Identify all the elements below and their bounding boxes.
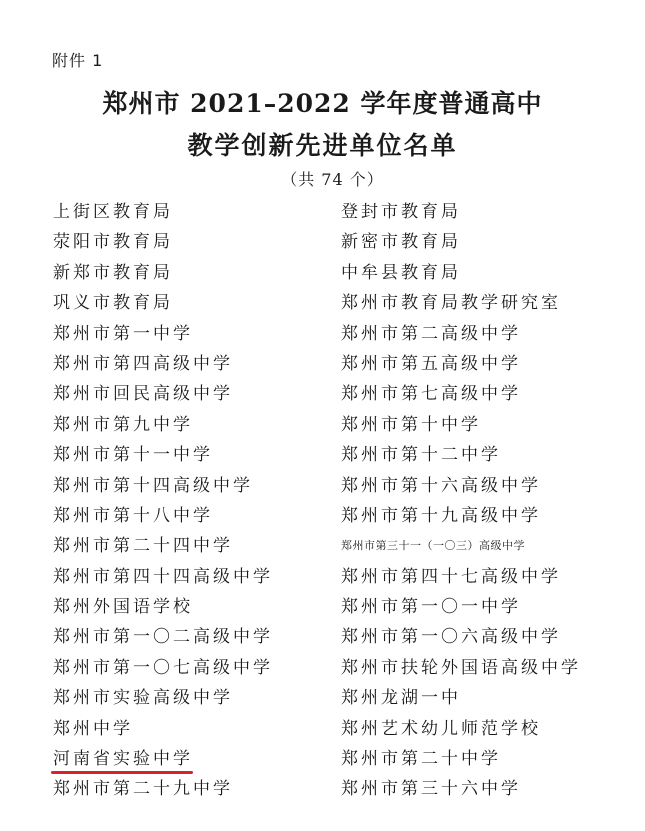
list-item: 郑州市第一〇六高级中学 (341, 627, 561, 648)
total-count: （共 74 个） (281, 170, 384, 189)
list-item: 郑州龙湖一中 (341, 688, 461, 709)
list-item: 郑州中学 (53, 718, 133, 739)
attachment-label: 附件 1 (52, 51, 104, 70)
list-item: 上街区教育局 (53, 202, 173, 222)
list-item: 郑州艺术幼儿师范学校 (341, 718, 541, 739)
list-item: 郑州市第七高级中学 (341, 384, 521, 405)
list-item: 郑州市扶轮外国语高级中学 (341, 657, 581, 678)
list-item: 郑州市第二十九中学 (53, 779, 233, 800)
list-item: 郑州市第一〇七高级中学 (53, 657, 273, 678)
list-item: 郑州市教育局教学研究室 (341, 293, 561, 314)
list-item: 郑州市第二十四中学 (53, 536, 233, 557)
list-item: 中牟县教育局 (341, 262, 461, 283)
list-item: 郑州市第十一中学 (53, 445, 213, 466)
list-item: 郑州市第九中学 (53, 414, 193, 435)
list-item: 巩义市教育局 (53, 293, 173, 314)
list-item: 郑州市第一〇二高级中学 (53, 627, 273, 648)
list-item: 荥阳市教育局 (53, 232, 173, 253)
list-item: 郑州市第四高级中学 (53, 353, 233, 374)
list-item: 郑州市第三十六中学 (341, 779, 521, 800)
list-item: 登封市教育局 (341, 202, 461, 222)
list-item: 郑州市第四十七高级中学 (341, 566, 561, 587)
list-item: 新密市教育局 (341, 232, 461, 253)
list-item: 郑州外国语学校 (53, 597, 193, 618)
left-column-list (53, 197, 273, 805)
list-item-highlighted (53, 744, 273, 774)
list-item: 郑州市回民高级中学 (53, 384, 233, 405)
list-item: 郑州市第十四高级中学 (53, 475, 253, 496)
list-item: 郑州市第十中学 (341, 414, 481, 435)
list-item: 郑州市第十八中学 (53, 505, 213, 526)
list-item: 郑州市第一中学 (53, 323, 193, 344)
list-item: 郑州市第三十一（一〇三）高级中学 (341, 539, 525, 553)
list-item: 郑州市实验高级中学 (53, 688, 233, 709)
document-title-line-1: 郑州市 2021–2022 学年度普通高中 (102, 89, 543, 118)
highlight-underline: 河南省实验中学 (53, 749, 193, 770)
list-item: 郑州市第十九高级中学 (341, 505, 541, 526)
list-item: 郑州市第二十中学 (341, 749, 501, 770)
document-title-line-2: 教学创新先进单位名单 (187, 131, 458, 160)
list-item: 新郑市教育局 (53, 262, 173, 283)
list-item: 郑州市第四十四高级中学 (53, 566, 273, 587)
list-item: 郑州市第十二中学 (341, 445, 501, 466)
list-item: 郑州市第五高级中学 (341, 353, 521, 374)
list-item: 郑州市第十六高级中学 (341, 475, 541, 496)
list-item: 郑州市第二高级中学 (341, 323, 521, 344)
right-column-list (341, 197, 581, 805)
list-item: 郑州市第一〇一中学 (341, 597, 521, 618)
